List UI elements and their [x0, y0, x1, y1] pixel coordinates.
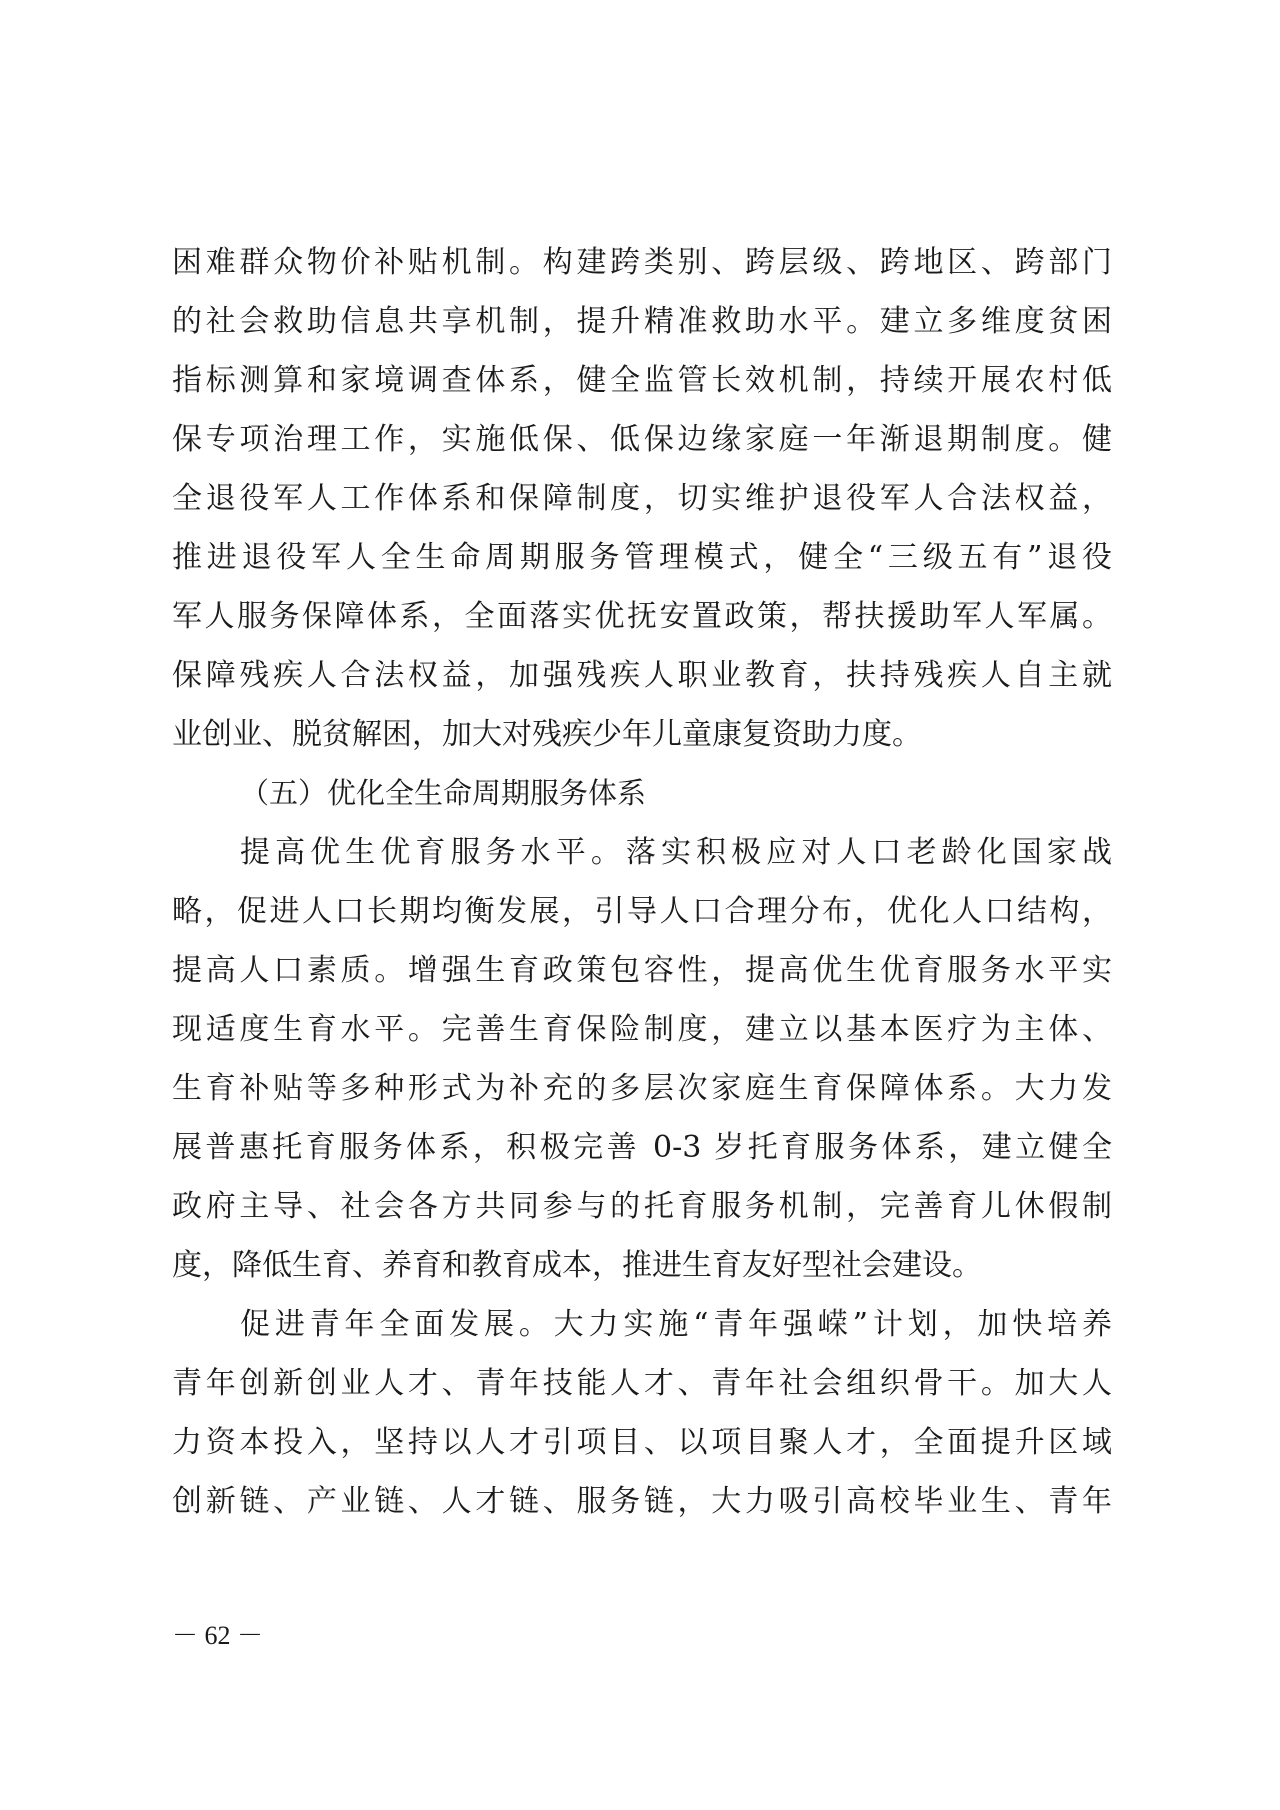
paragraph-line: 业创业、脱贫解困，加大对残疾少年儿童康复资助力度。	[172, 717, 922, 752]
page-number: － 62 －	[172, 1621, 264, 1650]
paragraph-line: 军人服务保障体系，全面落实优抚安置政策，帮扶援助军人军属。	[172, 599, 1112, 634]
paragraph-line: 现适度生育水平。完善生育保险制度，建立以基本医疗为主体、	[172, 1012, 1112, 1047]
paragraph-line: 青年创新创业人才、青年技能人才、青年社会组织骨干。加大人	[172, 1366, 1112, 1401]
paragraph-line: 保专项治理工作，实施低保、低保边缘家庭一年渐退期制度。健	[172, 422, 1112, 457]
paragraph-line: 展普惠托育服务体系，积极完善 0-3 岁托育服务体系，建立健全	[172, 1130, 1112, 1165]
paragraph-line: 提高人口素质。增强生育政策包容性，提高优生优育服务水平实	[172, 953, 1112, 988]
paragraph-line: 创新链、产业链、人才链、服务链，大力吸引高校毕业生、青年	[172, 1484, 1112, 1519]
paragraph-line: 度，降低生育、养育和教育成本，推进生育友好型社会建设。	[172, 1248, 982, 1283]
paragraph-line: 略，促进人口长期均衡发展，引导人口合理分布，优化人口结构，	[172, 894, 1112, 929]
body-text	[172, 233, 1112, 1531]
paragraph-line: 推进退役军人全生命周期服务管理模式，健全“三级五有”退役	[172, 540, 1112, 575]
paragraph-line: 指标测算和家境调查体系，健全监管长效机制，持续开展农村低	[172, 363, 1112, 398]
paragraph-line: 保障残疾人合法权益，加强残疾人职业教育，扶持残疾人自主就	[172, 658, 1112, 693]
paragraph-line: 力资本投入，坚持以人才引项目、以项目聚人才，全面提升区域	[172, 1425, 1112, 1460]
paragraph-line: 全退役军人工作体系和保障制度，切实维护退役军人合法权益，	[172, 481, 1112, 516]
paragraph-line: 困难群众物价补贴机制。构建跨类别、跨层级、跨地区、跨部门	[172, 245, 1112, 280]
paragraph-line: 生育补贴等多种形式为补充的多层次家庭生育保障体系。大力发	[172, 1071, 1112, 1106]
section-heading: （五）优化全生命周期服务体系	[240, 776, 647, 810]
paragraph-line: 提高优生优育服务水平。落实积极应对人口老龄化国家战	[240, 835, 1112, 870]
paragraph-line: 的社会救助信息共享机制，提升精准救助水平。建立多维度贫困	[172, 304, 1112, 339]
paragraph-line: 政府主导、社会各方共同参与的托育服务机制，完善育儿休假制	[172, 1189, 1112, 1224]
paragraph-line: 促进青年全面发展。大力实施“青年强嵘”计划，加快培养	[240, 1307, 1112, 1342]
